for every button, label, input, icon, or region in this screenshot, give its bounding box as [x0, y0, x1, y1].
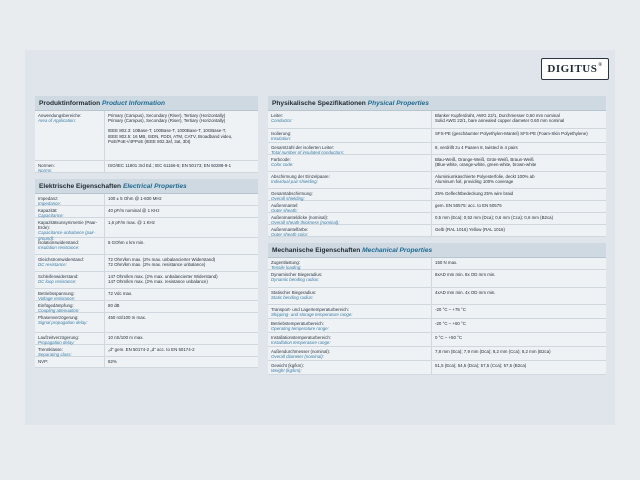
section-title-en: Product Information: [102, 100, 166, 107]
spec-value: [432, 225, 606, 236]
spec-row: [35, 161, 258, 173]
spec-value-line: Primary (Campus), Secondary (Riser), Tertiary (Horizontally): [108, 117, 226, 123]
spec-label: [268, 225, 432, 236]
spec-label-en: DC resistance:: [38, 261, 67, 267]
spec-label-en: DC loop resistance:: [38, 278, 77, 284]
spec-row: [268, 129, 606, 143]
spec-row: [268, 319, 606, 333]
spec-label: [35, 238, 105, 254]
spec-label: [35, 272, 105, 288]
spec-value-line: 51,5 (Eca); 54,5 (Dca); 57,5 (Cca); 57,5 (B2ca): [435, 362, 527, 368]
spec-value: [432, 143, 606, 154]
spec-table: [268, 258, 606, 375]
spec-value: [432, 213, 606, 224]
spec-row: [268, 143, 606, 155]
spec-value-line: Blanker Kupferdraht, AWG 22/1, Durchmesser 0,60 mm nominal: [435, 112, 560, 118]
spec-table: [35, 111, 258, 173]
spec-value: [105, 238, 258, 254]
section-title-de: Mechanische Eigenschaften: [272, 247, 361, 254]
spec-label-de: Transport- und Lagertemperaturbereich:: [271, 306, 349, 312]
left-column: [35, 96, 258, 368]
spec-label: [268, 189, 432, 200]
spec-label-en: Conductor:: [271, 117, 293, 123]
digitus-logo: [541, 58, 609, 80]
spec-value: [105, 289, 258, 300]
spec-label-de: Statischer Biegeradius:: [271, 289, 317, 295]
spec-label-en: Impedance:: [38, 200, 61, 206]
spec-label-de: Schleifenwiderstand:: [38, 273, 79, 279]
spec-value: [432, 201, 606, 212]
spec-value-line: 4xAD mm min. 4x OD mm min.: [435, 289, 496, 295]
spec-label-de: Abschirmung der Einzelpaare:: [271, 173, 330, 179]
spec-label-de: Betriebstemperaturbereich:: [271, 320, 324, 326]
spec-label-de: Gesamtzahl der isolierten Leiter:: [271, 144, 335, 150]
spec-label: [35, 289, 105, 300]
spec-label-de: Installationstemperaturbereich:: [271, 334, 332, 340]
spec-label: [268, 288, 432, 304]
spec-value-line: 0,5 mm (Eca); 0,52 mm (Dca); 0,6 mm (Cca); 0,6 mm (B2ca): [435, 214, 554, 220]
spec-label-en: Outer sheath color:: [271, 231, 309, 237]
spec-label-en: Individual pair shielding:: [271, 178, 318, 184]
spec-row: [268, 288, 606, 305]
spec-label-de: Zugentlastung:: [271, 259, 301, 265]
spec-value: [432, 347, 606, 360]
spec-value: [432, 111, 606, 128]
spec-label: [268, 143, 432, 154]
spec-value-line: ISO/IEC 11801 3rd Ed.; IEC 61156-5; EN 50173; EN 50288-9-1: [108, 162, 232, 168]
spec-value: [432, 172, 606, 188]
spec-row: [268, 347, 606, 361]
spec-label-en: Tensile loading:: [271, 264, 302, 270]
spec-label: [35, 301, 105, 312]
spec-label: [268, 258, 432, 269]
spec-label: [268, 129, 432, 142]
spec-row: [268, 172, 606, 189]
spec-value: [432, 129, 606, 142]
spec-label-en: Insulation resistance:: [38, 244, 80, 250]
spec-label-de: Isolierung:: [271, 130, 292, 136]
spec-label-en: Norms:: [38, 167, 53, 173]
section-title-en: Physical Properties: [367, 100, 429, 107]
spec-label-en: Capacitance:: [38, 212, 64, 218]
spec-label: [35, 206, 105, 217]
spec-row: [35, 333, 258, 345]
spec-label-de: Betriebsspannung:: [38, 290, 75, 296]
spec-label: [35, 194, 105, 205]
spec-label-en: Outer sheath:: [271, 207, 298, 213]
section-electrical-properties: [35, 179, 258, 368]
spec-value: [105, 345, 258, 356]
spec-value-line: 8xAD mm min. 8x OD mm min.: [435, 271, 496, 277]
spec-row: [268, 333, 606, 347]
spec-label-en: Overall sheath thickness (nominal):: [271, 219, 340, 225]
spec-label-de: Außendurchmesser (nominal):: [271, 348, 331, 354]
spec-value-line: 72 Ohm/km max. (2% max. resistance unbalance): [108, 261, 206, 267]
spec-label-de: NVP:: [38, 358, 49, 364]
spec-label: [35, 111, 105, 160]
spec-row: [35, 313, 258, 333]
spec-label-en: Voltage resistance:: [38, 295, 76, 301]
spec-value: [105, 255, 258, 271]
spec-row: [35, 255, 258, 272]
section-title-de: Elektrische Eigenschaften: [39, 183, 122, 190]
spec-value: [432, 305, 606, 318]
spec-value: [105, 194, 258, 205]
spec-value: [105, 206, 258, 217]
spec-label: [35, 255, 105, 271]
spec-row: [35, 289, 258, 301]
spec-value: [432, 258, 606, 269]
spec-value: [105, 313, 258, 332]
spec-label-de: Trennklasse:: [38, 346, 63, 352]
spec-value-line: gem. EN 50575: acc. to EN 50575: [435, 202, 502, 208]
spec-value: [432, 288, 606, 304]
spec-row: [268, 258, 606, 270]
spec-value: [105, 333, 258, 344]
spec-value-line: Primary (Campus), Secondary (Riser), Tertiary (Horizontally): [108, 112, 226, 118]
section-physical-properties: [268, 96, 606, 237]
spec-label-en: Capacitance unbalance (pair-ground):: [38, 230, 96, 241]
spec-value-line: 80 dB: [108, 302, 120, 308]
spec-value-line: Gelb (RAL 1016) Yellow (RAL 1016): [435, 226, 505, 232]
spec-value-line: 8, verdrillt zu 4 Paaren 8, twisted in 4 pairs: [435, 144, 518, 150]
brand-name: DIGITUS: [547, 63, 598, 75]
spec-value-line: 72 Ohm/km max. (2% max. unbalancierter Widerstand): [108, 256, 216, 262]
spec-row: [268, 270, 606, 288]
spec-value-line: -20 °C – +75 °C: [435, 306, 466, 312]
spec-value: [432, 333, 606, 346]
spec-row: [35, 194, 258, 206]
spec-table: [268, 111, 606, 237]
spec-value-line: Aluminum foil, providing 100% coverage: [435, 178, 514, 184]
spec-row: [35, 218, 258, 241]
spec-label-en: Dynamic bending radius:: [271, 276, 320, 282]
spec-label: [35, 333, 105, 344]
spec-value-line: 147 Ohm/km max. (2% max. resistance unbalance): [108, 278, 208, 284]
spec-row: [35, 111, 258, 161]
spec-label: [268, 319, 432, 332]
spec-label-de: Impedanz:: [38, 195, 59, 201]
spec-value-line: SFS-PE (geschäumter Polyethylen-Mantel) SFS-PE (Foam-Skin Polyethylene): [435, 130, 588, 136]
section-mechanical-properties: [268, 243, 606, 375]
spec-label-de: Leiter:: [271, 112, 284, 118]
section-title-en: Mechanical Properties: [362, 247, 433, 254]
spec-value-line: 40 pF/m nominal @ 1 KHz: [108, 207, 160, 213]
spec-row: [35, 345, 258, 357]
spec-value: [105, 161, 258, 172]
spec-label-de: Anwendungsbereiche:: [38, 112, 82, 118]
spec-label-en: Separating class:: [38, 351, 72, 357]
spec-value-line: IEEE 802.5: 16 MB, ISDN, FDDI, ATM, CATV, Broadband video,: [108, 133, 233, 139]
spec-row: [268, 155, 606, 172]
spec-value-line: 72 Vdc max.: [108, 290, 133, 296]
spec-value-line: 25% Geflechtbedeckung 25% wire braid: [435, 190, 514, 196]
spec-label: [35, 218, 105, 241]
spec-label: [268, 172, 432, 188]
spec-label-en: Installation temperature range:: [271, 339, 331, 345]
spec-label: [35, 161, 105, 172]
spec-label-en: Propagation delay:: [38, 339, 75, 345]
spec-label-en: Overall diameter (nominal):: [271, 353, 324, 359]
right-column: [268, 96, 606, 375]
spec-table: [35, 194, 258, 368]
spec-row: [268, 305, 606, 319]
spec-label: [268, 347, 432, 360]
spec-row: [35, 272, 258, 289]
section-title: [268, 243, 606, 258]
spec-value: [105, 218, 258, 237]
spec-label-en: Coupling attenuation:: [38, 307, 80, 313]
section-title-de: Physikalische Spezifikationen: [272, 100, 366, 107]
spec-value-line: Blau-Weiß, Orange-Weiß, Grün-Weiß, Braun-Weiß: [435, 156, 534, 162]
spec-value-line: „d" gem. EN 50174-2 „d" acc. to EN 50174-2: [108, 346, 195, 352]
spec-label-de: Kapazitätsunsymmetrie (Paar-Erde):: [38, 219, 98, 230]
spec-label: [268, 111, 432, 128]
section-title: [35, 96, 258, 111]
spec-label-en: Static bending radius:: [271, 294, 314, 300]
spec-row: [268, 111, 606, 129]
spec-label: [35, 345, 105, 356]
spec-label-de: Isolationswiderstand:: [38, 239, 80, 245]
spec-value: [432, 319, 606, 332]
spec-label-en: Total number of insulated conductors:: [271, 149, 345, 155]
spec-label-de: Außenmantelfarbe:: [271, 226, 309, 232]
spec-value: [432, 155, 606, 171]
spec-value: [105, 272, 258, 288]
spec-value-line: 100 ± 5 Ohm @ 1-600 MHz: [108, 195, 162, 201]
spec-value-line: 10 nS/100 m max.: [108, 334, 144, 340]
spec-label-en: Operating temperature range:: [271, 325, 329, 331]
spec-label: [268, 270, 432, 287]
spec-value-line: (Blue-white, orange-white, green-white, brown-white: [435, 161, 537, 167]
spec-label-de: Farbcode:: [271, 156, 291, 162]
spec-label: [268, 155, 432, 171]
spec-value: [105, 301, 258, 312]
spec-label: [268, 305, 432, 318]
spec-label-en: Insulation:: [271, 135, 292, 141]
spec-value-line: 7,8 mm (Eca); 7,9 mm (Dca); 8,2 mm (Cca); 8,2 mm (B2ca): [435, 348, 551, 354]
spec-value-line: 450 nS/100 m max.: [108, 314, 147, 320]
spec-label-de: Kapazität:: [38, 207, 58, 213]
spec-label-de: Dynamischer Biegeradius:: [271, 271, 323, 277]
spec-label-en: Overall shielding:: [271, 195, 305, 201]
spec-row: [35, 301, 258, 313]
spec-value-line: PoE/PoE+/4PPoE (IEEE 802.3af, 3at, 3bt): [108, 139, 191, 145]
spec-label-en: Color code:: [271, 161, 294, 167]
spec-value-line: 147 Ohm/km max. (2% max. unbalancierter Widerstand): [108, 273, 218, 279]
spec-label-en: Signal propagation delay:: [38, 319, 88, 325]
spec-label: [268, 333, 432, 346]
spec-label-en: Weight (kg/km):: [271, 367, 302, 373]
spec-value-line: 1,6 pF/m max. @ 1 KHz: [108, 219, 155, 225]
spec-value-line: IEEE 802.3: 10Base-T, 100Base-T, 1000Base-T, 10GBase-T,: [108, 128, 227, 134]
spec-label-de: Gleichstromwiderstand:: [38, 256, 84, 262]
spec-label-de: Laufzeitverzögerung:: [38, 334, 80, 340]
spec-label-de: Gesamtabschirmung:: [271, 190, 313, 196]
spec-label-de: Phasenverzögerung:: [38, 314, 79, 320]
spec-row: [268, 201, 606, 213]
section-product-information: [35, 96, 258, 173]
spec-value: [105, 357, 258, 367]
spec-label-de: Einfügedämpfung:: [38, 302, 74, 308]
spec-label: [268, 201, 432, 212]
spec-value-line: 150 N max.: [435, 259, 458, 265]
spec-row: [268, 361, 606, 375]
section-title-en: Electrical Properties: [122, 183, 187, 190]
spec-label-en: Shipping- and storage temperature range:: [271, 311, 353, 317]
spec-label: [268, 361, 432, 374]
section-title-de: Produktinformation: [39, 100, 101, 107]
spec-label: [35, 313, 105, 332]
spec-value-line: Aluminiumkaschierte Polyesterfolie, deckt 100% ab: [435, 173, 535, 179]
section-title: [268, 96, 606, 111]
spec-row: [35, 357, 258, 368]
spec-row: [35, 206, 258, 218]
spec-value-line: 5 GOhm x km min.: [108, 239, 145, 245]
spec-label-de: Außenmantel:: [271, 202, 299, 208]
spec-label-de: Normen:: [38, 162, 55, 168]
section-title: [35, 179, 258, 194]
spec-value-line: Solid AWG 22/1, bare annealed copper diameter 0.60 mm nominal: [435, 117, 565, 123]
spec-label-en: Area of Application:: [38, 117, 76, 123]
spec-row: [35, 238, 258, 255]
spec-label-de: Gewicht (kg/km):: [271, 362, 304, 368]
spec-row: [268, 213, 606, 225]
spec-value: [105, 111, 258, 160]
spec-label: [268, 213, 432, 224]
spec-row: [268, 189, 606, 201]
spec-label: [35, 357, 105, 367]
spec-row: [268, 225, 606, 237]
spec-value: [432, 270, 606, 287]
spec-value-line: -20 °C – +60 °C: [435, 320, 466, 326]
spec-value: [432, 189, 606, 200]
registered-mark: ®: [598, 62, 603, 68]
spec-value-line: 82%: [108, 358, 117, 364]
spec-value-line: 0 °C – +50 °C: [435, 334, 463, 340]
spec-value: [432, 361, 606, 374]
spec-label-de: Außenmanteldicke (nominal):: [271, 214, 329, 220]
